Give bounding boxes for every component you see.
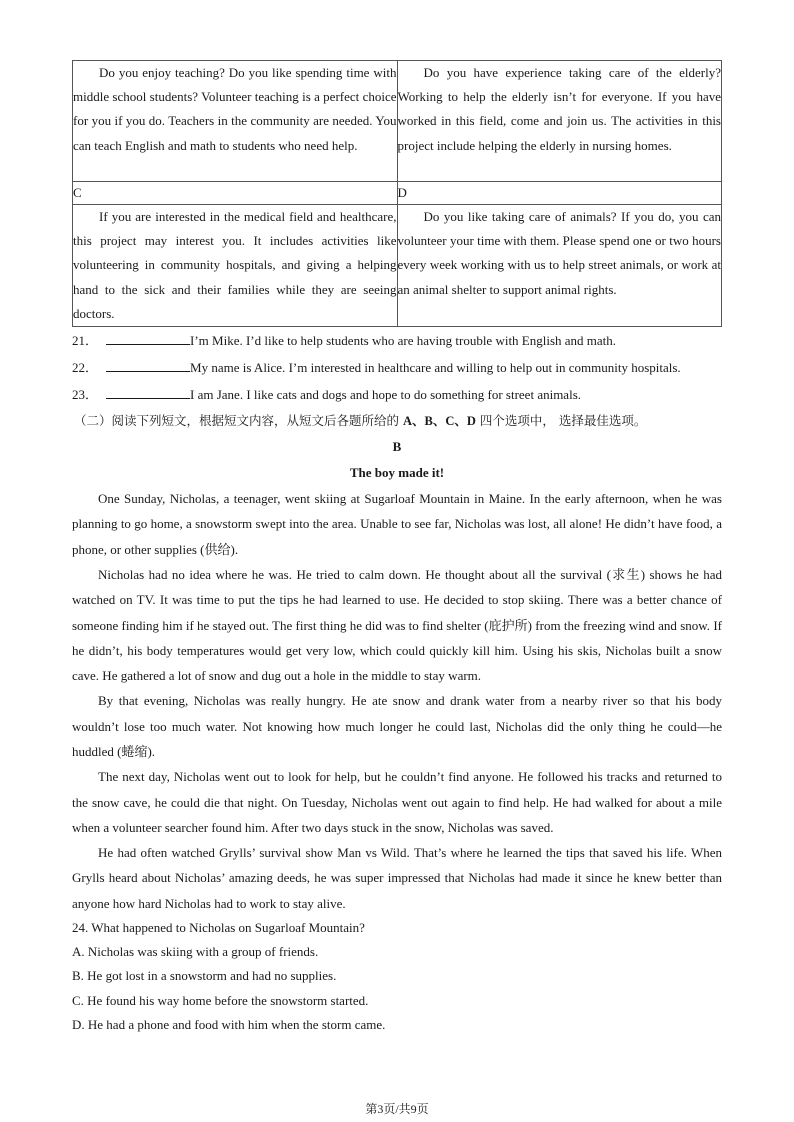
project-a-cell bbox=[73, 61, 398, 182]
project-b-text: Do you have experience taking care of the elderly? Working to help the elderly isn’t for everyone. If you have worked in this field, come and join us. The activities in this project include helping the elderly in nursing homes. bbox=[397, 65, 721, 153]
projects-table bbox=[72, 60, 722, 327]
project-c-text: If you are interested in the medical field and healthcare, this project may interest you. It includes activities like volunteering in community hospitals, and giving a helping hand to the sick and their families while they are seeing doctors. bbox=[73, 209, 397, 321]
table-row bbox=[73, 182, 722, 205]
section-instructions bbox=[74, 408, 722, 434]
matching-questions bbox=[72, 327, 722, 408]
question-23 bbox=[72, 381, 722, 408]
passage-body bbox=[72, 486, 722, 916]
passage-label: B bbox=[392, 439, 402, 455]
question-number: 21． bbox=[72, 333, 99, 349]
project-d-label: D bbox=[397, 182, 722, 205]
question-text: I’m Mike. I’d like to help students who are having trouble with English and math. bbox=[190, 333, 617, 349]
answer-blank[interactable] bbox=[106, 357, 190, 372]
project-c-cell bbox=[73, 205, 398, 327]
option-c[interactable]: C. He found his way home before the snowstorm started. bbox=[72, 992, 369, 1008]
instructions-options: A、B、C、D bbox=[402, 414, 476, 429]
question-22 bbox=[72, 354, 722, 381]
option-d[interactable]: D. He had a phone and food with him when the storm came. bbox=[72, 1016, 386, 1032]
project-d-cell bbox=[397, 205, 722, 327]
page-footer: 第3页/共9页 bbox=[365, 1102, 429, 1116]
option-b[interactable]: B. He got lost in a snowstorm and had no supplies. bbox=[72, 968, 337, 984]
project-b-cell bbox=[397, 61, 722, 182]
table-row bbox=[73, 61, 722, 182]
question-21 bbox=[72, 327, 722, 354]
paragraph: He had often watched Grylls’ survival show Man vs Wild. That’s where he learned the tips that saved his life. When Grylls heard about Nicholas’ amazing deeds, he was super impressed that Nicholas had made it since he knew better than anyone how hard Nicholas had to work to stay alive. bbox=[72, 845, 722, 911]
paragraph: The next day, Nicholas went out to look for help, but he couldn’t find anyone. He followed his tracks and returned to the snow cave, he could die that night. On Tuesday, Nicholas went out again to find help. He had walked for about a mile when a volunteer searcher found him. After two days stuck in the snow, Nicholas was saved. bbox=[72, 769, 722, 835]
question-stem: 24. What happened to Nicholas on Sugarloaf Mountain? bbox=[72, 920, 365, 936]
project-a-text: Do you enjoy teaching? Do you like spending time with middle school students? Volunteer teaching is a perfect choice for you if you do. Teachers in the community are needed. You can teach English and math to students who need help. bbox=[73, 65, 397, 153]
page-content bbox=[72, 60, 722, 1037]
question-number: 23． bbox=[72, 387, 99, 403]
instructions-suffix: 四个选项中， 选择最佳选项。 bbox=[475, 413, 647, 429]
table-row bbox=[73, 205, 722, 327]
option-a[interactable]: A. Nicholas was skiing with a group of friends. bbox=[72, 944, 319, 960]
project-c-label: C bbox=[73, 182, 398, 205]
question-text: My name is Alice. I’m interested in healthcare and willing to help out in community hospitals. bbox=[190, 360, 681, 376]
answer-blank[interactable] bbox=[106, 384, 190, 399]
question-number: 22． bbox=[72, 360, 99, 376]
question-text: I am Jane. I like cats and dogs and hope to do something for street animals. bbox=[190, 387, 581, 403]
paragraph: By that evening, Nicholas was really hungry. He ate snow and drank water from a nearby river so that his body wouldn’t lose too much water. Not knowing how much longer he could last, Nicholas did the only thing he could—he huddled (蜷缩). bbox=[72, 693, 722, 759]
question-24 bbox=[72, 916, 722, 1037]
passage-title: The boy made it! bbox=[349, 465, 445, 481]
answer-blank[interactable] bbox=[106, 330, 190, 345]
instructions-prefix: （二）阅读下列短文，根据短文内容，从短文后各题所给的 bbox=[74, 413, 403, 429]
paragraph: One Sunday, Nicholas, a teenager, went skiing at Sugarloaf Mountain in Maine. In the early afternoon, when he was planning to go home, a snowstorm swept into the area. Unable to see far, Nicholas was lost, all alone! He didn’t have food, a phone, or other supplies (供给). bbox=[72, 491, 722, 557]
paragraph: Nicholas had no idea where he was. He tried to calm down. He thought about all the survival (求生) shows he had watched on TV. It was time to put the tips he had learned to use. He decided to stop skiing. There was a better chance of someone finding him if he stayed out. The first thing he did was to find shelter (庇护所) from the freezing wind and snow. If he didn’t, his body temperatures would get very low, which could quickly kill him. Using his skis, Nicholas built a snow cave. He gathered a lot of snow and dug out a hole in the middle to stay warm. bbox=[72, 566, 722, 684]
project-d-text: Do you like taking care of animals? If you do, you can volunteer your time with them. Please spend one or two hours every week working with us to help street animals, or work at an animal shelter to support animal rights. bbox=[397, 209, 721, 297]
